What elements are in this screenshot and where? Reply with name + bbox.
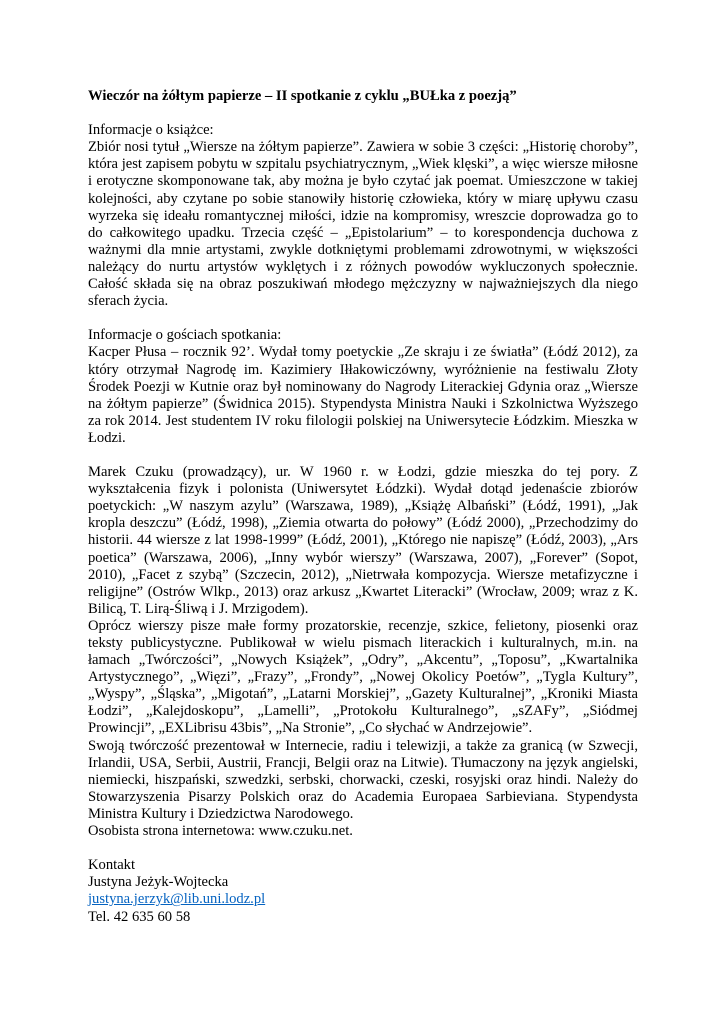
spacer <box>88 310 638 327</box>
contact-email-line <box>88 891 638 908</box>
guest-bio-kacper: Kacper Płusa – rocznik 92’. Wydał tomy poetyckie „Ze skraju i ze światła” (Łódź 2012), za który otrzymał Nagrodę im. Kazimiery Iłłakowiczówny, wyróżnienie na festiwalu Złoty Środek Poezji w Kutnie oraz był nominowany do Nagrody Literackiej Gdynia oraz „Wiersze na żółtym papierze” (Świdnica 2015). Stypendysta Ministra Nauki i Szkolnictwa Wyższego za rok 2014. Jest studentem IV roku filologii polskiej na Uniwersytecie Łódzkim. Mieszka w Łodzi. <box>88 344 638 446</box>
contact-email-link[interactable]: justyna.jerzyk@lib.uni.lodz.pl <box>88 891 266 908</box>
contact-phone: Tel. 42 635 60 58 <box>88 908 191 925</box>
guest-bio-marek-publications: Oprócz wierszy pisze małe formy prozatorskie, recenzje, szkice, felietony, piosenki oraz teksty publicystyczne. Publikował w wielu pismach literackich i kulturalnych, m.in. na łamach „Twórczości”, „Nowych Książek”, „Odry”, „Akcentu”, „Toposu”, „Kwartalnika Artystycznego”, „Więzi”, „Frazy”, „Frondy”, „Nowej Okolicy Poetów”, „Tygla Kultury”, „Wyspy”, „Śląska”, „Migotań”, „Latarni Morskiej”, „Gazety Kulturalnej”, „Kroniki Miasta Łodzi”, „Kalejdoskopu”, „Lamelli”, „Protokołu Kulturalnego”, „sZAFy”, „Siódmej Prowincji”, „EXLibrisu 43bis”, „Na Stronie”, „Co słychać w Andrzejowie”. <box>88 617 638 737</box>
guest-website: Osobista strona internetowa: www.czuku.net. <box>88 823 353 840</box>
guest-bio-marek: Marek Czuku (prowadzący), ur. W 1960 r. w Łodzi, gdzie mieszka do tej pory. Z wykształcenia fizyk i polonista (Uniwersytet Łódzki). Wydał dotąd jedenaście zbiorów poetyckich: „W naszym azylu” (Warszawa, 1989), „Książę Albański” (Łódź, 1991), „Jak kropla deszczu” (Łódź, 1998), „Ziemia otwarta do połowy” (Łódź 2000), „Przechodzimy do historii. 44 wiersze z lat 1998-1999” (Łódź, 2001), „Którego nie napiszę” (Łódź, 2003), „Ars poetica” (Warszawa, 2006), „Inny wybór wierszy” (Warszawa, 2007), „Forever” (Sopot, 2010), „Facet z szybą” (Szczecin, 2012), „Nietrwała kompozycja. Wiersze metafizyczne i religijne” (Ostrów Wlkp., 2013) oraz arkusz „Kwartet Literacki” (Wrocław, 2009; wraz z K. Bilicą, T. Lirą-Śliwą i J. Mrzigodem). <box>88 464 638 617</box>
guest-bio-marek-presentations: Swoją twórczość prezentował w Internecie, radiu i telewizji, a także za granicą (w Szwecji, Irlandii, USA, Serbii, Austrii, Francji, Belgii oraz na Litwie). Tłumaczony na język angielski, niemiecki, hiszpański, szwedzki, serbski, chorwacki, czeski, rosyjski oraz hindi. Należy do Stowarzyszenia Pisarzy Polskich oraz do Academia Europaea Sarbieviana. Stypendysta Ministra Kultury i Dziedzictwa Narodowego. <box>88 737 638 822</box>
spacer <box>88 105 638 122</box>
book-info-heading: Informacje o książce: <box>88 122 214 139</box>
book-info-paragraph: Zbiór nosi tytuł „Wiersze na żółtym papierze”. Zawiera w sobie 3 części: „Historię choroby”, która jest zapisem pobytu w szpitalu psychiatrycznym, „Wiek klęski”, a więc wiersze miłosne i erotyczne skomponowane tak, aby można je było czytać jak poemat. Umieszczone w takiej kolejności, aby czytane po sobie stanowiły historię człowieka, który w miarę upływu czasu wyrzeka się ideału romantycznej miłości, idzie na kompromisy, wreszcie doprowadza go to do całkowitego upadku. Trzecia część – „Epistolarium” – to korespondencja duchowa z ważnymi dla mnie artystami, zwykle dotkniętymi problemami zdrowotnymi, w większości należący do nurtu artystów wyklętych i z różnych powodów wykluczonych społecznie. Całość składa się na obraz poszukiwań młodego mężczyzny w najważniejszych dla niego sferach życia. <box>88 139 638 310</box>
document-title: Wieczór na żółtym papierze – II spotkanie z cyklu „BUŁka z poezją” <box>88 88 517 104</box>
spacer <box>88 447 638 464</box>
contact-name: Justyna Jeżyk-Wojtecka <box>88 874 229 891</box>
document-page <box>88 88 638 926</box>
guests-info-heading: Informacje o gościach spotkania: <box>88 327 282 344</box>
contact-heading: Kontakt <box>88 857 136 874</box>
spacer <box>88 840 638 857</box>
